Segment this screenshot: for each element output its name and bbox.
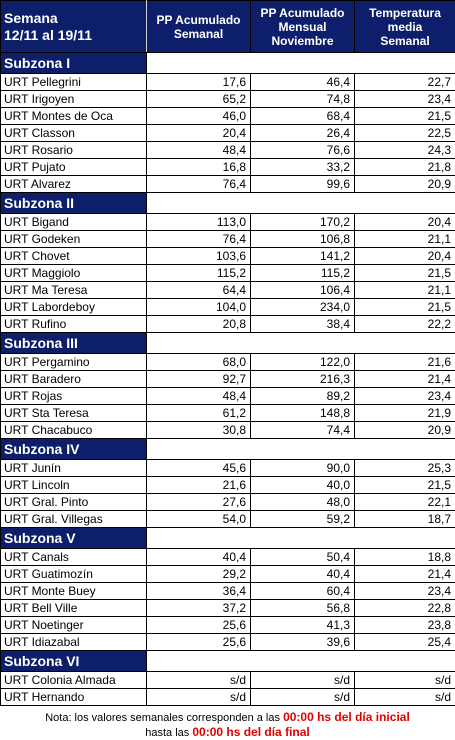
station-name: URT Alvarez — [1, 176, 147, 193]
table-body — [1, 53, 455, 706]
header-pp-monthly: PP Acumulado Mensual Noviembre — [251, 1, 355, 53]
station-name: URT Bigand — [1, 214, 147, 231]
pp-monthly-cell: 106,8 — [251, 231, 355, 248]
subzone-title: Subzona IV — [1, 439, 147, 460]
pp-monthly-cell: 59,2 — [251, 511, 355, 528]
station-name: URT Guatimozín — [1, 566, 147, 583]
table-row — [1, 634, 455, 651]
temperature-cell: 23,8 — [355, 617, 455, 634]
temperature-cell: 20,9 — [355, 422, 455, 439]
table-row — [1, 159, 455, 176]
temperature-cell: 21,5 — [355, 108, 455, 125]
pp-weekly-cell: 29,2 — [147, 566, 251, 583]
pp-monthly-cell: 234,0 — [251, 299, 355, 316]
pp-monthly-cell: 40,4 — [251, 566, 355, 583]
table-row — [1, 299, 455, 316]
table-row — [1, 176, 455, 193]
station-name: URT Baradero — [1, 371, 147, 388]
pp-monthly-cell: 115,2 — [251, 265, 355, 282]
subzone-spacer — [147, 528, 455, 549]
temperature-cell: 21,4 — [355, 566, 455, 583]
table-row — [1, 600, 455, 617]
station-name: URT Sta Teresa — [1, 405, 147, 422]
temperature-cell: 22,5 — [355, 125, 455, 142]
station-name: URT Monte Buey — [1, 583, 147, 600]
pp-monthly-cell: s/d — [251, 672, 355, 689]
pp-monthly-cell: 38,4 — [251, 316, 355, 333]
week-label: Semana — [4, 10, 146, 27]
pp-monthly-cell: 74,4 — [251, 422, 355, 439]
pp-monthly-cell: 90,0 — [251, 460, 355, 477]
pp-monthly-cell: 46,4 — [251, 74, 355, 91]
pp-weekly-cell: 61,2 — [147, 405, 251, 422]
pp-monthly-cell: 74,8 — [251, 91, 355, 108]
station-name: URT Irigoyen — [1, 91, 147, 108]
note-highlight-1: 00:00 hs del día inicial — [283, 710, 410, 724]
pp-monthly-cell: 41,3 — [251, 617, 355, 634]
temperature-cell: s/d — [355, 689, 455, 706]
header-pp-weekly: PP Acumulado Semanal — [147, 1, 251, 53]
table-row — [1, 422, 455, 439]
note-highlight-2: 00:00 hs del día final — [192, 725, 309, 739]
pp-weekly-cell: 68,0 — [147, 354, 251, 371]
note-text-2: hasta las — [145, 727, 192, 739]
pp-monthly-cell: 170,2 — [251, 214, 355, 231]
temperature-cell: 18,7 — [355, 511, 455, 528]
pp-monthly-cell: 60,4 — [251, 583, 355, 600]
station-name: URT Noetinger — [1, 617, 147, 634]
temperature-cell: 20,4 — [355, 214, 455, 231]
pp-weekly-cell: 64,4 — [147, 282, 251, 299]
pp-weekly-cell: 76,4 — [147, 231, 251, 248]
temperature-cell: 25,3 — [355, 460, 455, 477]
table-row — [1, 108, 455, 125]
table-row — [1, 354, 455, 371]
pp-monthly-cell: 141,2 — [251, 248, 355, 265]
header-temperature: Temperatura media Semanal — [355, 1, 455, 53]
temperature-cell: 21,5 — [355, 477, 455, 494]
pp-weekly-cell: 40,4 — [147, 549, 251, 566]
pp-monthly-cell: 39,6 — [251, 634, 355, 651]
subzone-header-row — [1, 651, 455, 672]
station-name: URT Canals — [1, 549, 147, 566]
pp-weekly-cell: 27,6 — [147, 494, 251, 511]
pp-monthly-cell: 148,8 — [251, 405, 355, 422]
temperature-cell: 21,5 — [355, 299, 455, 316]
table-row — [1, 617, 455, 634]
station-name: URT Bell Ville — [1, 600, 147, 617]
subzone-title: Subzona V — [1, 528, 147, 549]
temperature-cell: 25,4 — [355, 634, 455, 651]
table-row — [1, 265, 455, 282]
temperature-cell: 22,1 — [355, 494, 455, 511]
pp-weekly-cell: s/d — [147, 672, 251, 689]
subzone-spacer — [147, 333, 455, 354]
pp-monthly-cell: 106,4 — [251, 282, 355, 299]
temperature-cell: 20,4 — [355, 248, 455, 265]
station-name: URT Maggiolo — [1, 265, 147, 282]
temperature-cell: 22,2 — [355, 316, 455, 333]
table-row — [1, 371, 455, 388]
table-row — [1, 74, 455, 91]
station-name: URT Rojas — [1, 388, 147, 405]
table-row — [1, 477, 455, 494]
station-name: URT Labordeboy — [1, 299, 147, 316]
temperature-cell: 22,7 — [355, 74, 455, 91]
table-row — [1, 248, 455, 265]
table-row — [1, 282, 455, 299]
station-name: URT Hernando — [1, 689, 147, 706]
table-row — [1, 672, 455, 689]
pp-weekly-cell: 17,6 — [147, 74, 251, 91]
table-row — [1, 689, 455, 706]
subzone-title: Subzona I — [1, 53, 147, 74]
temperature-cell: 21,8 — [355, 159, 455, 176]
table-row — [1, 549, 455, 566]
station-name: URT Colonia Almada — [1, 672, 147, 689]
temperature-cell: 21,5 — [355, 265, 455, 282]
pp-monthly-cell: 48,0 — [251, 494, 355, 511]
pp-weekly-cell: 103,6 — [147, 248, 251, 265]
pp-weekly-cell: 25,6 — [147, 617, 251, 634]
pp-monthly-cell: 99,6 — [251, 176, 355, 193]
week-header — [1, 1, 147, 53]
subzone-header-row — [1, 193, 455, 214]
pp-weekly-cell: 48,4 — [147, 142, 251, 159]
table-row — [1, 316, 455, 333]
pp-weekly-cell: 65,2 — [147, 91, 251, 108]
subzone-header-row — [1, 333, 455, 354]
table-row — [1, 511, 455, 528]
subzone-spacer — [147, 53, 455, 74]
station-name: URT Pujato — [1, 159, 147, 176]
subzone-spacer — [147, 439, 455, 460]
subzone-title: Subzona II — [1, 193, 147, 214]
table-row — [1, 142, 455, 159]
station-name: URT Junín — [1, 460, 147, 477]
pp-weekly-cell: 25,6 — [147, 634, 251, 651]
pp-weekly-cell: 36,4 — [147, 583, 251, 600]
station-name: URT Rosario — [1, 142, 147, 159]
pp-weekly-cell: 21,6 — [147, 477, 251, 494]
station-name: URT Pergamino — [1, 354, 147, 371]
subzone-spacer — [147, 651, 455, 672]
temperature-cell: 23,4 — [355, 583, 455, 600]
subzone-title: Subzona III — [1, 333, 147, 354]
pp-monthly-cell: 33,2 — [251, 159, 355, 176]
table-row — [1, 231, 455, 248]
station-name: URT Rufino — [1, 316, 147, 333]
station-name: URT Lincoln — [1, 477, 147, 494]
station-name: URT Chacabuco — [1, 422, 147, 439]
pp-weekly-cell: 30,8 — [147, 422, 251, 439]
pp-weekly-cell: 45,6 — [147, 460, 251, 477]
subzone-header-row — [1, 528, 455, 549]
pp-monthly-cell: 216,3 — [251, 371, 355, 388]
station-name: URT Gral. Pinto — [1, 494, 147, 511]
pp-weekly-cell: 76,4 — [147, 176, 251, 193]
pp-weekly-cell: 46,0 — [147, 108, 251, 125]
pp-monthly-cell: 76,6 — [251, 142, 355, 159]
pp-monthly-cell: 40,0 — [251, 477, 355, 494]
subzone-title: Subzona VI — [1, 651, 147, 672]
pp-monthly-cell: 122,0 — [251, 354, 355, 371]
station-name: URT Idiazabal — [1, 634, 147, 651]
temperature-cell: 23,4 — [355, 388, 455, 405]
table-row — [1, 405, 455, 422]
temperature-cell: 21,1 — [355, 282, 455, 299]
table-row — [1, 460, 455, 477]
pp-weekly-cell: 20,8 — [147, 316, 251, 333]
pp-monthly-cell: 26,4 — [251, 125, 355, 142]
subzone-header-row — [1, 439, 455, 460]
temperature-cell: 21,1 — [355, 231, 455, 248]
pp-weekly-cell: 115,2 — [147, 265, 251, 282]
week-range: 12/11 al 19/11 — [4, 27, 146, 44]
temperature-cell: 20,9 — [355, 176, 455, 193]
temperature-cell: 21,9 — [355, 405, 455, 422]
note-text-1: Nota: los valores semanales corresponden a las — [45, 712, 283, 724]
temperature-cell: 21,6 — [355, 354, 455, 371]
pp-weekly-cell: 48,4 — [147, 388, 251, 405]
temperature-cell: 24,3 — [355, 142, 455, 159]
station-name: URT Pellegrini — [1, 74, 147, 91]
temperature-cell: 21,4 — [355, 371, 455, 388]
subzone-header-row — [1, 53, 455, 74]
pp-monthly-cell: s/d — [251, 689, 355, 706]
pp-weekly-cell: 113,0 — [147, 214, 251, 231]
subzone-spacer — [147, 193, 455, 214]
pp-monthly-cell: 56,8 — [251, 600, 355, 617]
station-name: URT Gral. Villegas — [1, 511, 147, 528]
table-row — [1, 91, 455, 108]
station-name: URT Godeken — [1, 231, 147, 248]
table-row — [1, 583, 455, 600]
footnote — [0, 710, 455, 740]
station-name: URT Classon — [1, 125, 147, 142]
pp-weekly-cell: 20,4 — [147, 125, 251, 142]
table-row — [1, 125, 455, 142]
pp-weekly-cell: 37,2 — [147, 600, 251, 617]
station-name: URT Ma Teresa — [1, 282, 147, 299]
pp-weekly-cell: s/d — [147, 689, 251, 706]
temperature-cell: 18,8 — [355, 549, 455, 566]
pp-weekly-cell: 16,8 — [147, 159, 251, 176]
table-row — [1, 566, 455, 583]
table-row — [1, 388, 455, 405]
pp-monthly-cell: 68,4 — [251, 108, 355, 125]
table-row — [1, 214, 455, 231]
temperature-cell: 22,8 — [355, 600, 455, 617]
pp-weekly-cell: 54,0 — [147, 511, 251, 528]
station-name: URT Chovet — [1, 248, 147, 265]
pp-monthly-cell: 89,2 — [251, 388, 355, 405]
station-name: URT Montes de Oca — [1, 108, 147, 125]
table-header — [1, 1, 455, 53]
temperature-cell: 23,4 — [355, 91, 455, 108]
pp-monthly-cell: 50,4 — [251, 549, 355, 566]
table-row — [1, 494, 455, 511]
pp-weekly-cell: 104,0 — [147, 299, 251, 316]
temperature-cell: s/d — [355, 672, 455, 689]
pp-weekly-cell: 92,7 — [147, 371, 251, 388]
